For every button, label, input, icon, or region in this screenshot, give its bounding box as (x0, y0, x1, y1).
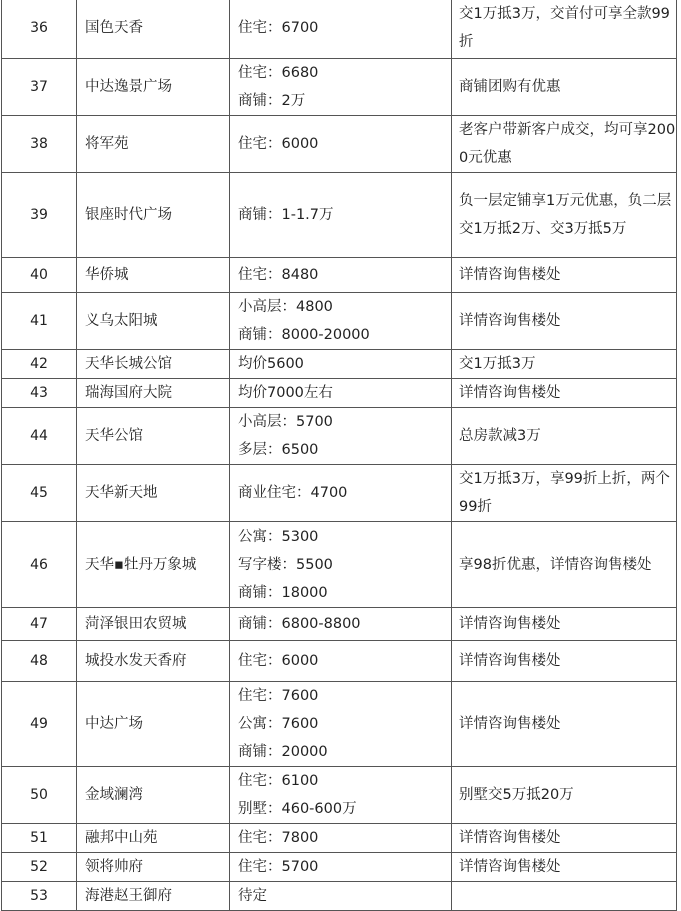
project-name: 中达逸景广场 (77, 59, 230, 116)
promotion-note: 详情咨询售楼处 (452, 641, 677, 682)
promotion-note: 详情咨询售楼处 (452, 824, 677, 853)
project-name: 天华公馆 (77, 408, 230, 465)
row-number: 38 (2, 116, 77, 173)
price-line: 写字楼：5500 (238, 556, 333, 573)
price-cell (230, 408, 452, 465)
row-number: 50 (2, 767, 77, 824)
table-row (2, 824, 677, 853)
promotion-note: 商铺团购有优惠 (452, 59, 677, 116)
price-cell (230, 350, 452, 379)
price-cell (230, 522, 452, 608)
price-line: 小高层：5700 (238, 414, 333, 430)
price-cell (230, 853, 452, 882)
price-cell (230, 0, 452, 59)
promotion-note: 详情咨询售楼处 (452, 853, 677, 882)
promotion-note: 别墅交5万抵20万 (452, 767, 677, 824)
price-cell (230, 608, 452, 641)
price-cell (230, 465, 452, 522)
price-line: 商铺：8000-20000 (238, 327, 370, 343)
promotion-note: 详情咨询售楼处 (452, 258, 677, 293)
price-line: 均价5600 (238, 356, 304, 372)
table-row (2, 608, 677, 641)
promotion-note: 交1万抵3万，享99折上折，两个99折 (452, 465, 677, 522)
promotion-note: 负一层定铺享1万元优惠，负二层交1万抵2万、交3万抵5万 (452, 173, 677, 258)
project-name: 金域澜湾 (77, 767, 230, 824)
table-row (2, 522, 677, 608)
project-name: 融邦中山苑 (77, 824, 230, 853)
price-cell (230, 258, 452, 293)
promotion-note (452, 882, 677, 911)
project-name: 义乌太阳城 (77, 293, 230, 350)
table-row (2, 408, 677, 465)
row-number: 51 (2, 824, 77, 853)
project-name: 中达广场 (77, 682, 230, 767)
row-number: 39 (2, 173, 77, 258)
price-cell (230, 379, 452, 408)
promotion-note: 交1万抵3万，交首付可享全款99折 (452, 0, 677, 59)
price-line: 小高层：4800 (238, 299, 333, 315)
price-line: 住宅：6100 (238, 773, 319, 789)
price-cell (230, 767, 452, 824)
table-row (2, 173, 677, 258)
price-line: 住宅：7600 (238, 688, 319, 704)
promotion-note: 详情咨询售楼处 (452, 682, 677, 767)
table-row (2, 682, 677, 767)
project-name: 国色天香 (77, 0, 230, 59)
project-name: 将军苑 (77, 116, 230, 173)
row-number: 46 (2, 522, 77, 608)
price-line: 住宅：7800 (238, 830, 319, 846)
table-row (2, 0, 677, 59)
promotion-note: 总房款减3万 (452, 408, 677, 465)
price-cell (230, 59, 452, 116)
row-number: 47 (2, 608, 77, 641)
price-cell (230, 882, 452, 911)
price-cell (230, 293, 452, 350)
row-number: 41 (2, 293, 77, 350)
row-number: 44 (2, 408, 77, 465)
promotion-note: 老客户带新客户成交，均可享2000元优惠 (452, 116, 677, 173)
row-number: 45 (2, 465, 77, 522)
project-name: 菏泽银田农贸城 (77, 608, 230, 641)
price-line: 商铺：18000 (238, 584, 328, 601)
project-name: 银座时代广场 (77, 173, 230, 258)
row-number: 48 (2, 641, 77, 682)
price-cell (230, 824, 452, 853)
project-name: 领将帅府 (77, 853, 230, 882)
price-line: 别墅：460-600万 (238, 801, 357, 817)
table-row (2, 641, 677, 682)
table-row (2, 293, 677, 350)
price-line: 均价7000左右 (238, 385, 333, 401)
price-line: 商业住宅：4700 (238, 485, 348, 501)
price-line: 公寓：5300 (238, 528, 319, 545)
table-row (2, 882, 677, 911)
price-line: 住宅：6000 (238, 653, 319, 669)
project-name: 华侨城 (77, 258, 230, 293)
table-row (2, 853, 677, 882)
promotion-note: 详情咨询售楼处 (452, 379, 677, 408)
price-cell (230, 173, 452, 258)
price-line: 商铺：6800-8800 (238, 616, 361, 632)
table-row (2, 350, 677, 379)
row-number: 43 (2, 379, 77, 408)
price-cell (230, 641, 452, 682)
table-row (2, 116, 677, 173)
price-line: 住宅：6680 (238, 65, 319, 81)
project-name: 天华新天地 (77, 465, 230, 522)
price-line: 多层：6500 (238, 442, 319, 458)
project-name: 海港赵王御府 (77, 882, 230, 911)
price-line: 住宅：6000 (238, 136, 319, 152)
row-number: 40 (2, 258, 77, 293)
project-name: 天华长城公馆 (77, 350, 230, 379)
housing-price-table (1, 0, 677, 911)
table-row (2, 767, 677, 824)
price-line: 商铺：2万 (238, 93, 306, 109)
promotion-note: 详情咨询售楼处 (452, 608, 677, 641)
table-row (2, 465, 677, 522)
price-line: 住宅：5700 (238, 859, 319, 875)
price-cell (230, 116, 452, 173)
price-line: 待定 (238, 888, 267, 904)
promotion-note: 享98折优惠，详情咨询售楼处 (452, 522, 677, 608)
row-number: 42 (2, 350, 77, 379)
table-row (2, 379, 677, 408)
price-line: 公寓：7600 (238, 716, 319, 732)
row-number: 36 (2, 0, 77, 59)
price-line: 住宅：8480 (238, 267, 319, 283)
price-line: 住宅：6700 (238, 19, 319, 36)
table-row (2, 59, 677, 116)
price-line: 商铺：1-1.7万 (238, 207, 334, 223)
promotion-note: 交1万抵3万 (452, 350, 677, 379)
table-row (2, 258, 677, 293)
project-name: 城投水发天香府 (77, 641, 230, 682)
price-line: 商铺：20000 (238, 744, 328, 760)
row-number: 52 (2, 853, 77, 882)
row-number: 37 (2, 59, 77, 116)
row-number: 49 (2, 682, 77, 767)
promotion-note: 详情咨询售楼处 (452, 293, 677, 350)
project-name: 天华▪牡丹万象城 (77, 522, 230, 608)
row-number: 53 (2, 882, 77, 911)
table-body (2, 0, 677, 911)
project-name: 瑞海国府大院 (77, 379, 230, 408)
price-cell (230, 682, 452, 767)
